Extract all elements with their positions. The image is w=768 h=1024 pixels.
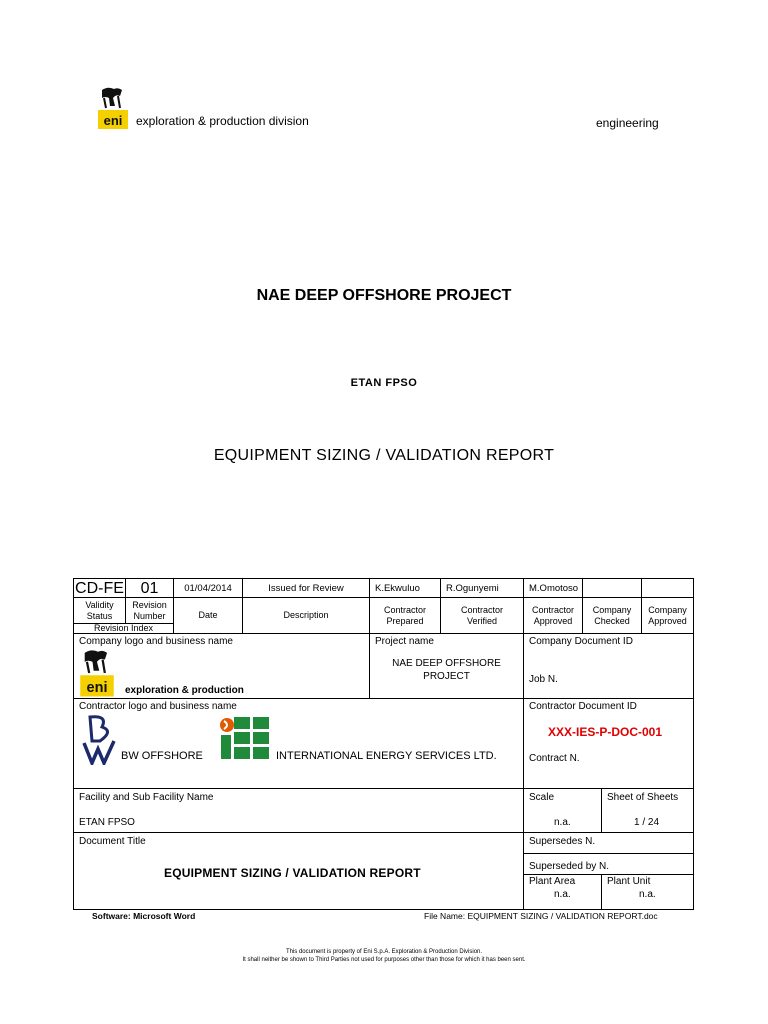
document-title-label: Document Title	[79, 836, 146, 847]
facility-label: Facility and Sub Facility Name	[79, 792, 214, 803]
superseded-by-label: Superseded by N.	[529, 861, 610, 872]
eni-logo-small	[78, 648, 116, 698]
contractor-logo-label: Contractor logo and business name	[79, 701, 237, 712]
company-doc-id-cell	[523, 633, 694, 699]
svg-text:eni: eni	[86, 680, 108, 696]
supersedes-label: Supersedes N.	[529, 836, 596, 847]
project-name-value: NAE DEEP OFFSHORE PROJECT	[392, 658, 501, 682]
plant-unit-value: n.a.	[639, 889, 656, 900]
scale-label: Scale	[529, 792, 555, 803]
company-logo-label: Company logo and business name	[79, 636, 233, 647]
project-name-cell	[369, 633, 524, 699]
rev-value: M.Omotoso	[523, 578, 583, 598]
rev-value: 01	[125, 578, 174, 598]
rev-value: Issued for Review	[242, 578, 370, 598]
property-note-line1: This document is property of Eni S.p.A. Exploration & Production Division.	[285, 949, 483, 955]
bw-offshore-logo	[80, 713, 122, 765]
rev-value: K.Ekwuluo	[369, 578, 441, 598]
project-title: NAE DEEP OFFSHORE PROJECT	[256, 287, 512, 304]
rev-label: Date	[173, 597, 243, 634]
software-note: Software: Microsoft Word	[92, 911, 196, 921]
superseded-by-cell	[523, 853, 694, 875]
plant-unit-label: Plant Unit	[607, 876, 651, 887]
plant-area-cell	[523, 874, 602, 910]
project-name-label: Project name	[375, 636, 434, 647]
department-name: engineering	[596, 116, 659, 130]
facility-title: ETAN FPSO	[350, 377, 418, 389]
facility-cell	[73, 788, 524, 833]
rev-value: 01/04/2014	[173, 578, 243, 598]
contractor-logo-cell	[73, 698, 524, 789]
rev-label: Company Checked	[582, 597, 642, 634]
ies-logo	[218, 715, 271, 761]
property-note-line2: It shall neither be shown to Third Parties not used for purposes other than those for which it has been sent.	[242, 957, 526, 963]
eni-logo	[96, 86, 130, 130]
revision-index-label: Revision Index	[73, 623, 174, 634]
rev-value: CD-FE	[73, 578, 126, 598]
company-name: exploration & production	[125, 685, 244, 696]
rev-label: Description	[242, 597, 370, 634]
company-logo-cell	[73, 633, 370, 699]
plant-unit-cell	[601, 874, 694, 910]
contractor-doc-id: XXX-IES-P-DOC-001	[548, 725, 663, 739]
facility-value: ETAN FPSO	[79, 817, 135, 828]
sheet-label: Sheet of Sheets	[607, 792, 679, 803]
scale-value: n.a.	[554, 817, 571, 828]
plant-area-label: Plant Area	[529, 876, 576, 887]
company-doc-id-label: Company Document ID	[529, 636, 633, 647]
rev-label: Validity Status	[73, 597, 126, 624]
rev-label: Contractor Approved	[523, 597, 583, 634]
rev-label: Revision Number	[125, 597, 174, 624]
rev-label: Company Approved	[641, 597, 694, 634]
contract-number-label: Contract N.	[529, 753, 580, 764]
svg-text:eni: eni	[103, 113, 123, 128]
document-title-cell	[73, 832, 524, 910]
division-name: exploration & production division	[136, 114, 309, 128]
supersedes-cell	[523, 832, 694, 854]
contractor-1-name: BW OFFSHORE	[121, 750, 203, 762]
sheet-cell	[601, 788, 694, 833]
scale-cell	[523, 788, 602, 833]
rev-label: Contractor Verified	[440, 597, 524, 634]
rev-label: Contractor Prepared	[369, 597, 441, 634]
sheet-value: 1 / 24	[634, 817, 660, 828]
file-name-note: File Name: EQUIPMENT SIZING / VALIDATION REPORT.doc	[424, 911, 658, 921]
document-title-value: EQUIPMENT SIZING / VALIDATION REPORT	[164, 866, 421, 880]
job-number-label: Job N.	[529, 674, 558, 685]
contractor-doc-id-label: Contractor Document ID	[529, 701, 637, 712]
rev-value	[582, 578, 642, 598]
report-title: EQUIPMENT SIZING / VALIDATION REPORT	[213, 447, 555, 464]
rev-value: R.Ogunyemi	[440, 578, 524, 598]
rev-value	[641, 578, 694, 598]
contractor-2-name: INTERNATIONAL ENERGY SERVICES LTD.	[276, 750, 497, 762]
plant-area-value: n.a.	[554, 889, 571, 900]
contractor-doc-id-cell	[523, 698, 694, 789]
